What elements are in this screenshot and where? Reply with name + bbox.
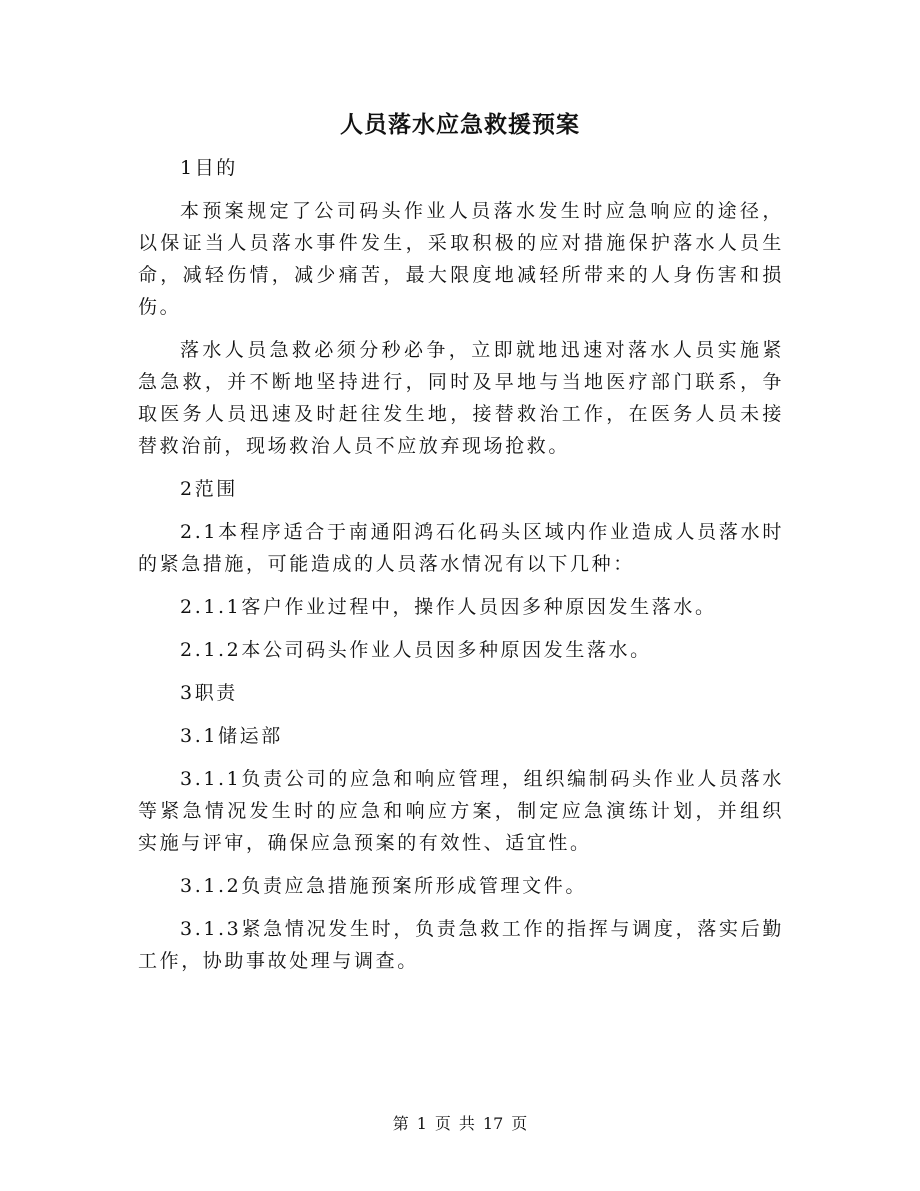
paragraph-rescue-principle: 落水人员急救必须分秒必争，立即就地迅速对落水人员实施紧急急救，并不断地坚持进行，同时及早地与当地医疗部门联系，争取医务人员迅速及时赶往发生地，接替救治工作，在医务人员未接替救治前，现场救治人员不应放弃现场抢救。 — [138, 339, 784, 457]
heading-storage-department: 3.1储运部 — [180, 725, 283, 747]
paragraph-purpose-description: 本预案规定了公司码头作业人员落水发生时应急响应的途径，以保证当人员落水事件发生，采取积极的应对措施保护落水人员生命，减轻伤情，减少痛苦，最大限度地减轻所带来的人身伤害和损伤。 — [138, 200, 784, 318]
paragraph-responsibility-3-1-3: 3.1.3紧急情况发生时，负责急救工作的指挥与调度，落实后勤工作，协助事故处理与调查。 — [138, 918, 784, 972]
footer-prefix: 第 — [392, 1114, 409, 1133]
paragraph-scope-2-1-2: 2.1.2本公司码头作业人员因多种原因发生落水。 — [180, 639, 652, 661]
paragraph-responsibility-3-1-2: 3.1.2负责应急措施预案所形成管理文件。 — [180, 875, 587, 897]
document-body — [138, 152, 784, 988]
footer-current-page: 1 — [416, 1114, 427, 1133]
page-footer — [0, 1112, 920, 1136]
document-title: 人员落水应急救援预案 — [340, 111, 580, 138]
paragraph-responsibility-3-1-1: 3.1.1负责公司的应急和响应管理，组织编制码头作业人员落水等紧急情况发生时的应急和响应方案，制定应急演练计划，并组织实施与评审，确保应急预案的有效性、适宜性。 — [138, 768, 784, 854]
heading-purpose: 1目的 — [180, 157, 238, 179]
footer-total-pages: 17 — [482, 1114, 504, 1133]
footer-page-unit: 页 — [434, 1114, 451, 1133]
paragraph-scope-2-1-1: 2.1.1客户作业过程中，操作人员因多种原因发生落水。 — [180, 596, 717, 618]
paragraph-scope-2-1: 2.1本程序适合于南通阳鸿石化码头区域内作业造成人员落水时的紧急措施，可能造成的人员落水情况有以下几种： — [138, 521, 784, 575]
heading-scope: 2范围 — [180, 478, 238, 500]
footer-total-prefix: 共 — [458, 1114, 475, 1133]
footer-total-unit: 页 — [511, 1114, 528, 1133]
heading-responsibilities: 3职责 — [180, 682, 238, 704]
